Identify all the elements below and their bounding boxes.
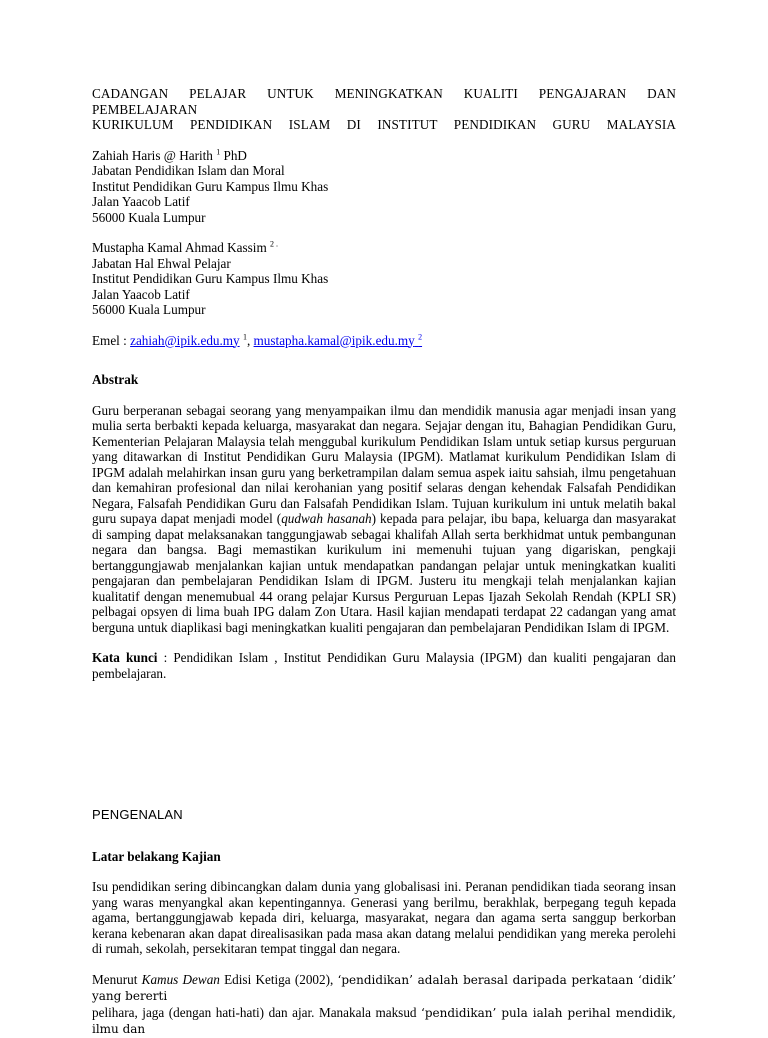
p2-quote-1: ‘pendidikan’ adalah berasal daripada perkataan ‘didik’ yang bererti bbox=[92, 972, 676, 1003]
author-1-street: Jalan Yaacob Latif bbox=[92, 194, 190, 209]
p2-quote-2: ‘pendidikan’ pula ialah perihal mendidik, ilmu dan bbox=[92, 1005, 676, 1036]
author-2-name: Mustapha Kamal Ahmad Kassim bbox=[92, 240, 267, 255]
intro-paragraph-2 bbox=[92, 972, 676, 1038]
author-2-city: 56000 Kuala Lumpur bbox=[92, 302, 206, 317]
title-line-2: KURIKULUM PENDIDIKAN ISLAM DI INSTITUT PENDIDIKAN GURU MALAYSIA bbox=[92, 117, 676, 132]
keywords-paragraph bbox=[92, 650, 676, 681]
abstract-italic-term: qudwah hasanah bbox=[281, 511, 372, 526]
intro-paragraph-1: Isu pendidikan sering dibincangkan dalam dunia yang globalisasi ini. Peranan pendidikan tiada seorang insan yang waras menyangkal akan kepentingannya. Generasi yang berilmu, berakhlak, berpegang teguh kepada agama, bertanggungjawab kepada diri, keluarga, masyarakat, negara dan agama serta sanggup berkorban kerana kebenaran akan dapat direalisasikan pada masa akan datang melalui pendidikan yang mereka perolehi di rumah, sekolah, persekitaran tempat tinggal dan negara. bbox=[92, 879, 676, 956]
paper-title bbox=[92, 86, 676, 133]
author-2-institute: Institut Pendidikan Guru Kampus Ilmu Khas bbox=[92, 271, 329, 286]
intro-p2-line-1 bbox=[92, 972, 676, 1005]
author-1-institute: Institut Pendidikan Guru Kampus Ilmu Khas bbox=[92, 178, 329, 194]
email-2-text: mustapha.kamal@ipik.edu.my bbox=[253, 332, 415, 348]
email-sup-2: 2 bbox=[418, 332, 423, 342]
section-heading-pengenalan: PENGENALAN bbox=[92, 807, 183, 822]
p2-italic-source: Kamus Dewan bbox=[141, 971, 220, 987]
author-1-suffix: PhD bbox=[220, 147, 247, 163]
author-2-dept: Jabatan Hal Ehwal Pelajar bbox=[92, 255, 231, 271]
author-1-dept: Jabatan Pendidikan Islam dan Moral bbox=[92, 163, 285, 178]
email-separator: , bbox=[246, 332, 254, 348]
author-2-block bbox=[92, 240, 676, 318]
p2-line2-a: pelihara, jaga (dengan hati-hati) dan ajar. Manakala maksud bbox=[92, 1004, 422, 1020]
email-sup-1: 1 bbox=[242, 332, 247, 342]
abstract-part-2: ) kepada para pelajar, ibu bapa, keluarga dan masyarakat di samping dapat melaksanakan tanggungjawab sebagai khalifah Allah serta berkhidmat untuk pembangunan negara dan bangsa. Bagi memastikan kurikulum ini memenuhi tujuan yang digariskan, pengkaji bertanggungjawab menjalankan kajian untuk mendapatkan pandangan pelajar untuk meningkatkan kualiti pengajaran dan pembelajaran Pendidikan Islam di IPGM. Justeru itu mengkaji telah menjalankan kajian kualitatif dengan menemubual 44 orang pelajar Kursus Perguruan Lepas Ijazah Sekolah Rendah (KPLI SR) pelbagai opsyen di lima buah IPG dalam Zon Utara. Hasil kajian mendapati terdapat 22 cadangan yang amat berguna untuk diaplikasi bagi meningkatkan kualiti pengajaran dan pembelajaran Pendidikan Islam di IPGM. bbox=[92, 511, 676, 635]
keywords-label: Kata kunci bbox=[92, 650, 158, 665]
abstract-body bbox=[92, 403, 676, 636]
author-2-sup: 2 . bbox=[270, 239, 279, 249]
author-2-street: Jalan Yaacob Latif bbox=[92, 286, 190, 302]
abstract-part-1: Guru berperanan sebagai seorang yang menyampaikan ilmu dan mendidik manusia agar menjadi insan yang mulia serta berbakti kepada keluarga, masyarakat dan negara. Sejajar dengan itu, Bahagian Pendidikan Guru, Kementerian Pelajaran Malaysia telah menggubal kurikulum Pendidikan Islam untuk setiap kursus perguruan yang ditawarkan di Institut Pendidikan Guru Malaysia (IPGM). Matlamat kurikulum Pendidikan Islam di IPGM adalah melahirkan insan guru yang berketrampilan dalam semua aspek iaitu sahsiah, ilmu pengetahuan dan kemahiran profesional dan nilai kerohanian yang positif selaras dengan kehendak Falsafah Pendidikan Negara, Falsafah Pendidikan Guru dan Falsafah Pendidikan Islam. Tujuan kurikulum ini untuk melatih bakal guru supaya dapat menjadi model ( bbox=[92, 402, 676, 526]
keywords-text: : Pendidikan Islam , Institut Pendidikan Guru Malaysia (IPGM) dan kualiti pengajaran dan pembelajaran. bbox=[92, 650, 676, 681]
email-link-1[interactable]: zahiah@ipik.edu.my bbox=[130, 332, 240, 348]
email-line bbox=[92, 333, 676, 349]
abstract-heading: Abstrak bbox=[92, 372, 139, 387]
author-2-name-line bbox=[92, 240, 676, 256]
author-1-city: 56000 Kuala Lumpur bbox=[92, 209, 206, 225]
title-line-1: CADANGAN PELAJAR UNTUK MENINGKATKAN KUALITI PENGAJARAN DAN PEMBELAJARAN bbox=[92, 86, 676, 117]
intro-p2-line-2 bbox=[92, 1005, 676, 1038]
author-1-block bbox=[92, 148, 676, 226]
email-label: Emel : bbox=[92, 332, 131, 348]
author-1-sup: 1 bbox=[216, 147, 221, 157]
document-content bbox=[92, 86, 676, 1038]
p2-mid: Edisi Ketiga (2002), bbox=[219, 971, 338, 987]
spacer bbox=[92, 681, 676, 807]
author-1-name-line bbox=[92, 148, 676, 164]
p2-prefix: Menurut bbox=[92, 971, 142, 987]
email-link-2[interactable] bbox=[254, 333, 423, 348]
subsection-heading: Latar belakang Kajian bbox=[92, 848, 221, 864]
author-1-name: Zahiah Haris @ Harith bbox=[92, 147, 213, 163]
